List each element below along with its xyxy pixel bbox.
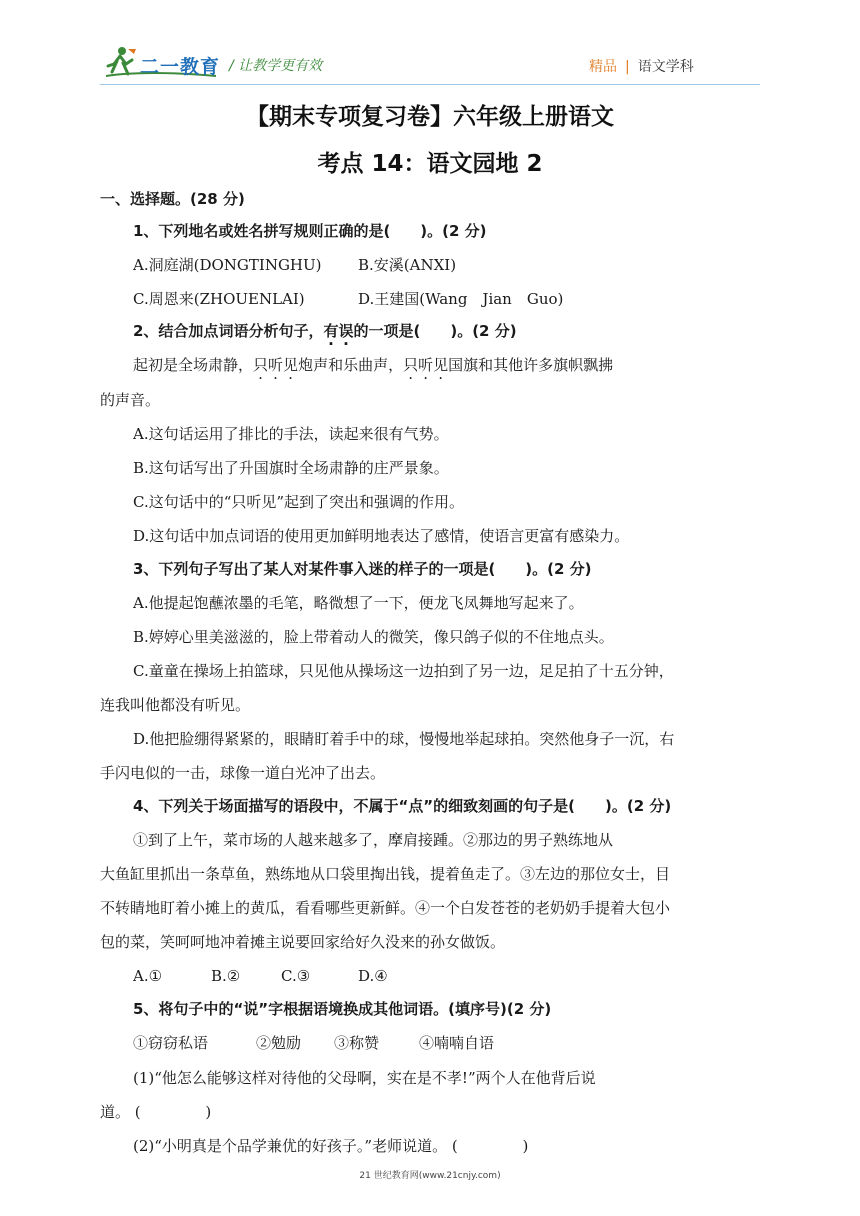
logo-text: 二一教育 [140,56,221,78]
dotted-char: 只 [253,356,269,374]
question-2-option-c: C.这句话中的“只听见”起到了突出和强调的作用。 [133,493,465,511]
sentence-text: 炮声和乐曲声， [298,356,404,374]
section-heading: 一、选择题。(28 分) [100,190,245,208]
question-3-option-b: B.婷婷心里美滋滋的，脸上带着动人的微笑，像只鸽子似的不住地点头。 [133,628,614,646]
sentence-text: 起初是全场肃静， [133,356,254,374]
question-4-option-b: B.② [211,967,241,985]
question-3-option-d-cont: 手闪电似的一击，球像一道白光冲了出去。 [100,764,386,782]
question-5-choice-3: ③称赞 [334,1034,380,1052]
question-4-passage: 不转睛地盯着小摊上的黄瓜，看看哪些更新鲜。④一个白发苍苍的老奶奶手提着大包小 [100,899,671,917]
question-5-stem: 5、将句子中的“说”字根据语境换成其他词语。(填序号)(2 分) [133,1000,552,1018]
page-subtitle: 考点 14：语文园地 2 [317,151,543,177]
page-footer: 21 世纪教育网(www.21cnjy.com) [359,1171,501,1181]
question-2-sentence-cont: 的声音。 [100,391,161,409]
slogan: / 让教学更有效 [229,58,323,74]
question-5-sentence-1: (1)“他怎么能够这样对待他的父母啊，实在是不孝!”两个人在他背后说 [133,1069,596,1087]
stem-text: 2、结合加点词语分析句子， [133,322,324,340]
header-divider [100,84,760,85]
question-4-option-d: D.④ [358,967,388,985]
dotted-char: 见 [283,356,299,374]
question-1-option-a: A.洞庭湖(DONGTINGHU) [133,256,322,274]
question-4-stem: 4、下列关于场面描写的语段中，不属于“点”的细致刻画的句子是( )。(2 分) [133,797,672,815]
question-4-option-c: C.③ [281,967,311,985]
page-header [0,0,860,86]
dotted-char: 听 [418,356,434,374]
question-2-stem [133,321,517,341]
dotted-char: 有 [323,322,339,340]
question-4-passage: ①到了上午，菜市场的人越来越多了，摩肩接踵。②那边的男子熟练地从 [133,831,614,849]
question-4-passage: 包的菜，笑呵呵地冲着摊主说要回家给好久没来的孙女做饭。 [100,933,506,951]
header-label-subject: 语文学科 [637,59,694,75]
dotted-char: 见 [433,356,449,374]
question-2-option-d: D.这句话中加点词语的使用更加鲜明地表达了感情，使语言更富有感染力。 [133,527,630,545]
question-4-passage: 大鱼缸里抓出一条草鱼，熟练地从口袋里掏出钱，提着鱼走了。③左边的那位女士，目 [100,865,671,883]
question-2-option-a: A.这句话运用了排比的手法，读起来很有气势。 [133,425,449,443]
question-5-choice-1: ①窃窃私语 [133,1034,209,1052]
question-1-option-c: C.周恩来(ZHOUENLAI) [133,290,305,308]
dotted-char: 听 [268,356,284,374]
question-5-sentence-1-cont: 道。 ( ) [100,1103,212,1121]
dotted-char: 只 [403,356,419,374]
header-label-premium: 精品 [589,59,617,75]
question-3-option-c-cont: 连我叫他都没有听见。 [100,696,251,714]
question-1-option-b: B.安溪(ANXI) [358,256,457,274]
question-5-sentence-2: (2)“小明真是个品学兼优的好孩子。”老师说道。 ( ) [133,1137,529,1155]
question-2-option-b: B.这句话写出了升国旗时全场肃静的庄严景象。 [133,459,449,477]
question-1-option-d: D.王建国(Wang Jian Guo) [358,290,564,308]
question-1-stem: 1、下列地名或姓名拼写规则正确的是( )。(2 分) [133,222,487,240]
question-5-choice-2: ②勉励 [256,1034,302,1052]
dotted-char: 误 [338,322,354,340]
question-3-stem: 3、下列句子写出了某人对某件事入迷的样子的一项是( )。(2 分) [133,560,592,578]
question-4-option-a: A.① [133,967,163,985]
page-title: 【期末专项复习卷】六年级上册语文 [246,104,614,130]
sentence-text: 国旗和其他许多旗帜飘拂 [448,356,614,374]
question-2-sentence [133,355,613,375]
header-subject [589,56,694,76]
stem-text: 的一项是( )。(2 分) [353,322,517,340]
question-5-choice-4: ④喃喃自语 [419,1034,495,1052]
question-3-option-a: A.他提起饱蘸浓墨的毛笔，略微想了一下，便龙飞凤舞地写起来了。 [133,594,584,612]
header-separator: | [625,59,630,75]
question-3-option-c: C.童童在操场上拍篮球，只见他从操场这一边拍到了另一边，足足拍了十五分钟， [133,662,674,680]
question-3-option-d: D.他把脸绷得紧紧的，眼睛盯着手中的球，慢慢地举起球拍。突然他身子一沉，右 [133,730,675,748]
